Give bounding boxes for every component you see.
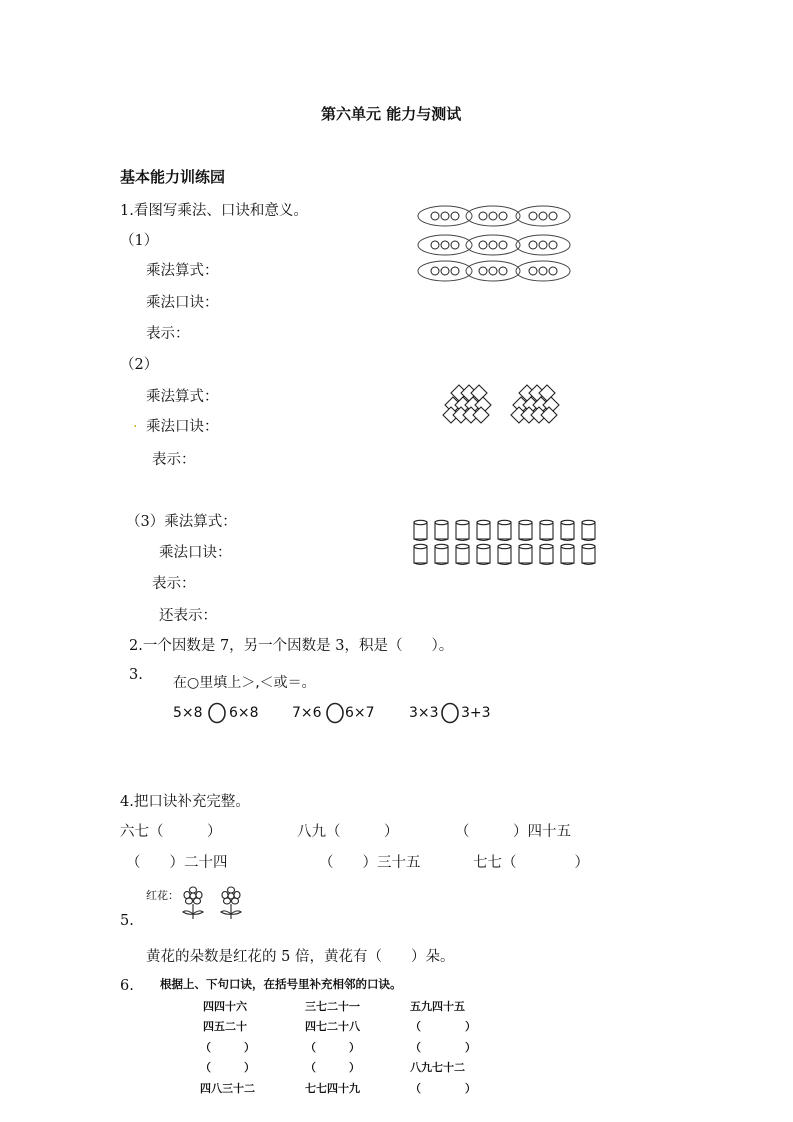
q6-r3-c3: （ ）: [410, 1041, 476, 1054]
q2-text: 2.一个因数是 7，另一个因数是 3，积是（ ）。: [129, 638, 454, 654]
q1-part1-meaning: 表示：: [146, 326, 190, 342]
q6-r2-c2: 四七二十八: [305, 1020, 360, 1033]
q1-part3-formula: （3）乘法算式：: [126, 514, 237, 530]
q1-part1-label: （1）: [120, 233, 159, 249]
q3-instruction: 在○里填上＞,＜或＝。: [173, 675, 316, 691]
cylinders-figure: [412, 518, 602, 568]
q6-r4-c3: 八九七十二: [410, 1061, 465, 1074]
q4-row2-item1: （ ）二十四: [126, 855, 228, 871]
q1-part1-formula: 乘法算式：: [146, 263, 219, 279]
compare-circle-2[interactable]: [325, 702, 345, 724]
q6-r1-c2: 三七二十一: [305, 1000, 360, 1013]
q1-part2-label: （2）: [120, 357, 159, 373]
q6-r1-c3: 五九四十五: [410, 1000, 465, 1013]
q3-item-2-left: 7×6: [292, 705, 322, 721]
q1-prompt: 1.看图写乘法、口诀和意义。: [120, 203, 308, 219]
stray-mark: .: [133, 415, 138, 431]
q4-row1-item2: 八九（ ）: [297, 824, 399, 840]
q1-part1-rhyme: 乘法口诀：: [146, 295, 219, 311]
q4-row2-item2: （ ）三十五: [319, 855, 421, 871]
q3-item-1-left: 5×8: [173, 705, 203, 721]
section-heading: 基本能力训练园: [120, 168, 226, 186]
q4-row1-item1: 六七（ ）: [120, 824, 222, 840]
q6-r4-c2: （ ）: [305, 1061, 360, 1074]
q6-r3-c2: （ ）: [305, 1041, 360, 1054]
flower-icon-1: [180, 886, 206, 922]
q6-r5-c2: 七七四十九: [305, 1082, 360, 1095]
q6-r3-c1: （ ）: [200, 1041, 255, 1054]
compare-circle-3[interactable]: [440, 702, 460, 724]
q1-part2-meaning: 表示：: [152, 452, 196, 468]
q3-item-2-right: 6×7: [345, 705, 375, 721]
q6-number: 6.: [120, 978, 134, 994]
q1-part2-rhyme: 乘法口诀：: [146, 419, 219, 435]
q6-r2-c3: （ ）: [410, 1020, 476, 1033]
q1-part3-rhyme: 乘法口诀：: [159, 545, 232, 561]
q1-part3-meaning2: 还表示：: [159, 608, 217, 624]
q4-row2-item3: 七七（ ）: [473, 855, 589, 871]
q3-item-3-left: 3×3: [409, 705, 439, 721]
q6-r1-c1: 四四十六: [203, 1000, 247, 1013]
q6-r4-c1: （ ）: [200, 1061, 255, 1074]
q4-prompt: 4.把口诀补充完整。: [120, 794, 250, 810]
q6-r5-c3: （ ）: [410, 1082, 476, 1095]
q3-number: 3.: [129, 667, 143, 683]
q6-r5-c1: 四八三十二: [200, 1082, 255, 1095]
q1-part2-formula: 乘法算式：: [146, 389, 219, 405]
compare-circle-1[interactable]: [207, 702, 227, 724]
flower-icon-2: [218, 886, 244, 922]
q1-part3-meaning: 表示：: [152, 576, 196, 592]
ovals-figure: [415, 205, 575, 285]
q5-number: 5.: [120, 913, 134, 929]
page-title: 第六单元 能力与测试: [321, 105, 462, 123]
q5-text: 黄花的朵数是红花的 5 倍，黄花有（ ）朵。: [146, 949, 455, 965]
diamonds-figure: [441, 383, 561, 425]
q3-item-1-right: 6×8: [229, 705, 259, 721]
q6-r2-c1: 四五二十: [203, 1020, 247, 1033]
q6-instruction: 根据上、下句口诀，在括号里补充相邻的口诀。: [160, 977, 402, 991]
q5-red-label: 红花：: [146, 889, 179, 902]
q3-item-3-right: 3+3: [461, 705, 491, 721]
q4-row1-item3: （ ）四十五: [455, 824, 571, 840]
